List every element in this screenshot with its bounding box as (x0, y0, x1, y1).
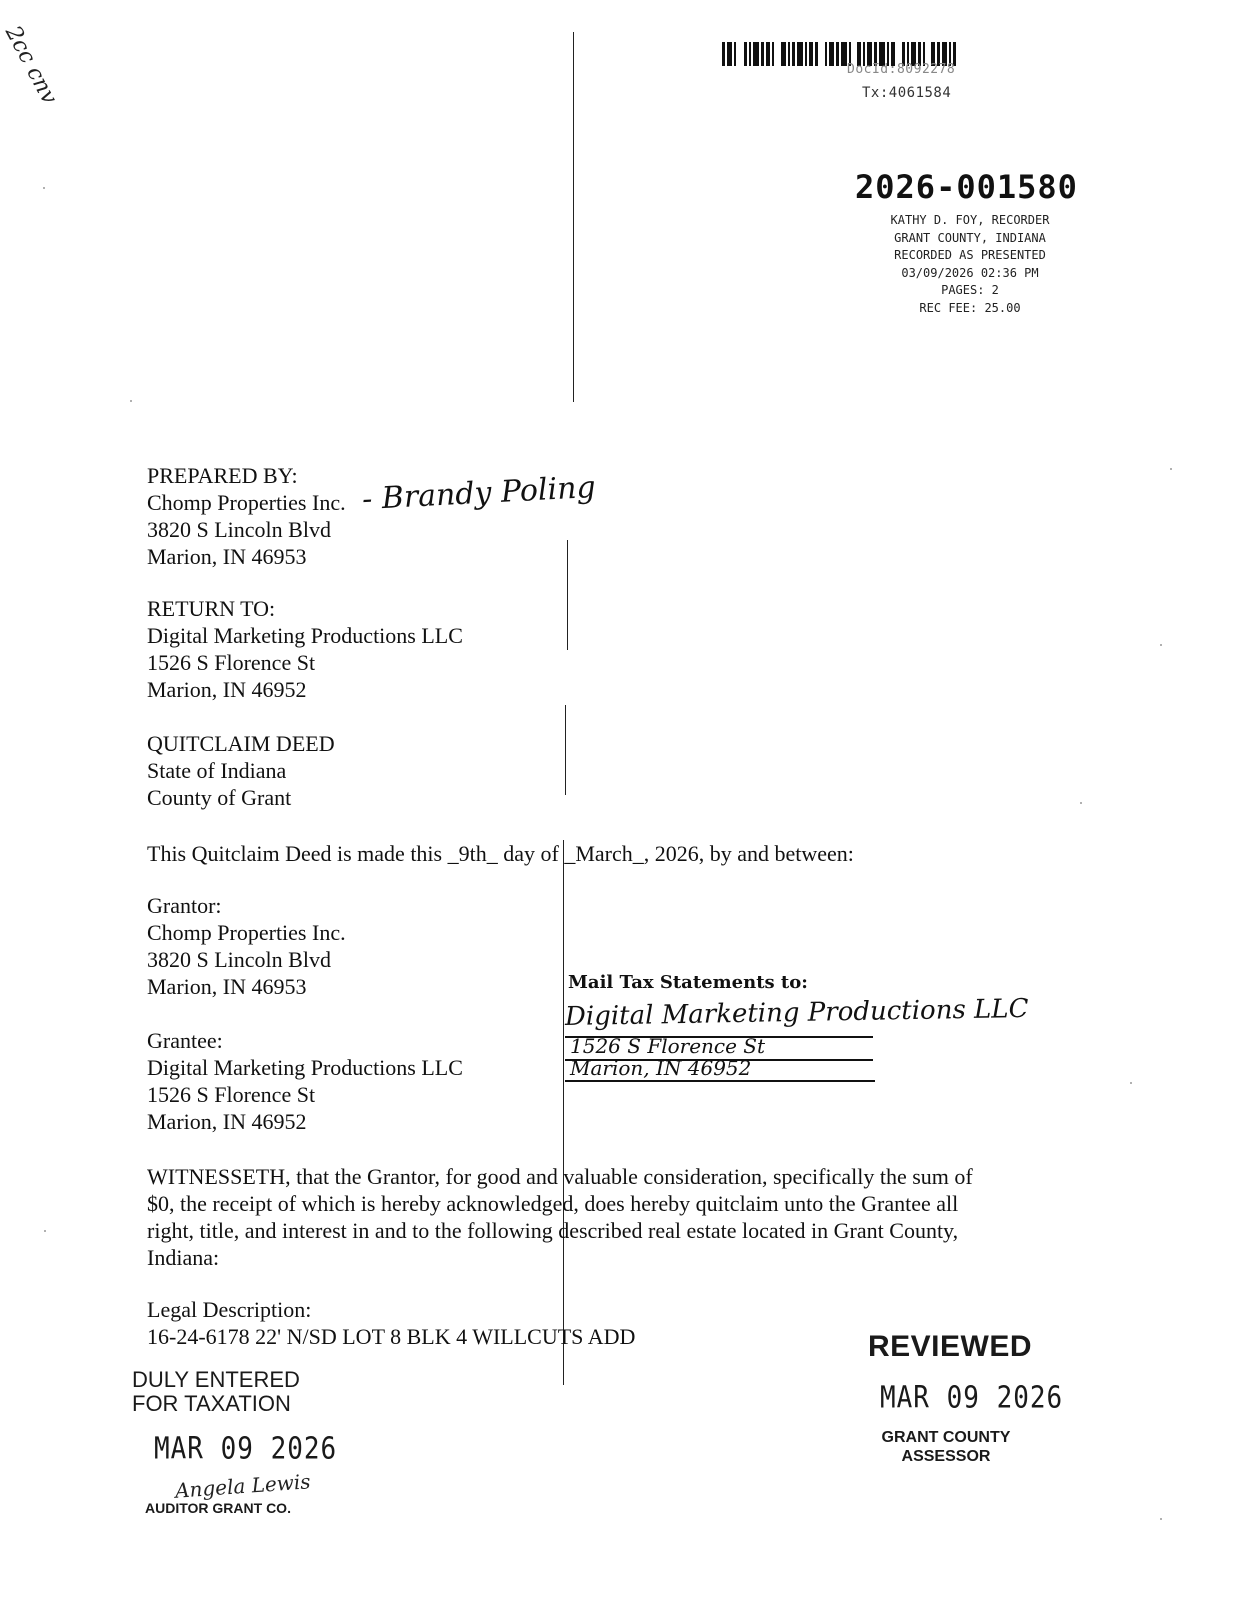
deed-county: County of Grant (147, 785, 292, 810)
scan-speck (43, 187, 45, 189)
auditor-stamp (132, 1368, 352, 1416)
witnesseth-paragraph (147, 1163, 973, 1271)
assessor-stamp-date: MAR 09 2026 (880, 1381, 1064, 1416)
witnesseth-line3: right, title, and interest in and to the following described real estate located in Grant County, (147, 1218, 959, 1243)
recorder-county: GRANT COUNTY, INDIANA (894, 230, 1046, 245)
fold-line-lower (565, 705, 566, 795)
scan-speck (1080, 802, 1082, 804)
scan-speck (1130, 1082, 1132, 1084)
margin-note: 2cc cnv (0, 22, 62, 109)
grantor-block (147, 892, 346, 1000)
scan-speck (1160, 1518, 1162, 1520)
return-to-name: Digital Marketing Productions LLC (147, 623, 463, 648)
scan-speck (1160, 644, 1162, 646)
grantee-block (147, 1027, 463, 1135)
prepared-by-block (147, 462, 346, 570)
assessor-stamp-line2: ASSESSOR (901, 1448, 991, 1465)
grantor-label: Grantor: (147, 893, 222, 918)
grantee-address1: 1526 S Florence St (147, 1082, 316, 1107)
return-to-address1: 1526 S Florence St (147, 650, 316, 675)
scan-speck (44, 1230, 46, 1232)
fold-line-top (573, 32, 574, 402)
scan-speck (1170, 468, 1172, 470)
recorded-fee: REC FEE: 25.00 (919, 300, 1021, 315)
recorded-pages: PAGES: 2 (941, 283, 999, 297)
auditor-stamp-footer: AUDITOR GRANT CO. (145, 1500, 291, 1516)
return-to-address2: Marion, IN 46952 (147, 677, 307, 702)
grantor-name: Chomp Properties Inc. (147, 920, 346, 945)
assessor-stamp-title: REVIEWED (868, 1330, 1033, 1363)
mail-tax-line1: Digital Marketing Productions LLC (564, 993, 1029, 1033)
recorded-status: RECORDED AS PRESENTED (894, 248, 1046, 262)
auditor-stamp-line1: DULY ENTERED (132, 1367, 300, 1392)
auditor-stamp-date: MAR 09 2026 (154, 1432, 338, 1467)
grantee-name: Digital Marketing Productions LLC (147, 1055, 463, 1080)
assessor-stamp-footer (866, 1428, 1026, 1466)
fold-line-middle (567, 540, 568, 650)
prepared-by-address1: 3820 S Lincoln Blvd (147, 517, 331, 542)
mail-tax-line2: 1526 S Florence St (570, 1034, 766, 1058)
prepared-by-heading: PREPARED BY: (147, 463, 298, 488)
witnesseth-line2: $0, the receipt of which is hereby acknowledged, does hereby quitclaim unto the Grantee all (147, 1191, 959, 1216)
legal-description-label: Legal Description: (147, 1297, 312, 1322)
recording-meta (850, 212, 1090, 317)
deed-title: QUITCLAIM DEED (147, 731, 335, 756)
grantor-address2: Marion, IN 46953 (147, 974, 307, 999)
witnesseth-line4: Indiana: (147, 1245, 220, 1270)
return-to-heading: RETURN TO: (147, 596, 276, 621)
legal-description-block (147, 1296, 635, 1350)
recorder-name: KATHY D. FOY, RECORDER (890, 213, 1050, 227)
witnesseth-line1: WITNESSETH, that the Grantor, for good and valuable consideration, specifically the sum of (147, 1164, 973, 1189)
doc-id: DocId:8092278 (847, 62, 956, 77)
deed-intro: This Quitclaim Deed is made this _9th_ day of _March_, 2026, by and between: (147, 841, 854, 866)
recorded-datetime: 03/09/2026 02:36 PM (901, 265, 1039, 280)
auditor-signature: Angela Lewis (174, 1469, 312, 1503)
grantor-address1: 3820 S Lincoln Blvd (147, 947, 331, 972)
deed-state: State of Indiana (147, 758, 287, 783)
tx-number: Tx:4061584 (862, 85, 952, 101)
prepared-by-handwritten-name: - Brandy Poling (361, 469, 597, 518)
deed-title-block (147, 730, 335, 811)
prepared-by-address2: Marion, IN 46953 (147, 544, 307, 569)
mail-tax-rule3 (565, 1080, 875, 1082)
return-to-block (147, 595, 463, 703)
auditor-stamp-line2: FOR TAXATION (132, 1391, 291, 1416)
grantee-address2: Marion, IN 46952 (147, 1109, 307, 1134)
legal-description-text: 16-24-6178 22' N/SD LOT 8 BLK 4 WILLCUTS ADD (147, 1324, 636, 1349)
grantee-label: Grantee: (147, 1028, 223, 1053)
scan-speck (130, 400, 132, 402)
mail-tax-line3: Marion, IN 46952 (570, 1056, 752, 1080)
prepared-by-name: Chomp Properties Inc. (147, 490, 346, 515)
mail-tax-heading: Mail Tax Statements to: (568, 972, 808, 993)
recording-number: 2026-001580 (855, 168, 1078, 206)
assessor-stamp-line1: GRANT COUNTY (881, 1429, 1011, 1446)
